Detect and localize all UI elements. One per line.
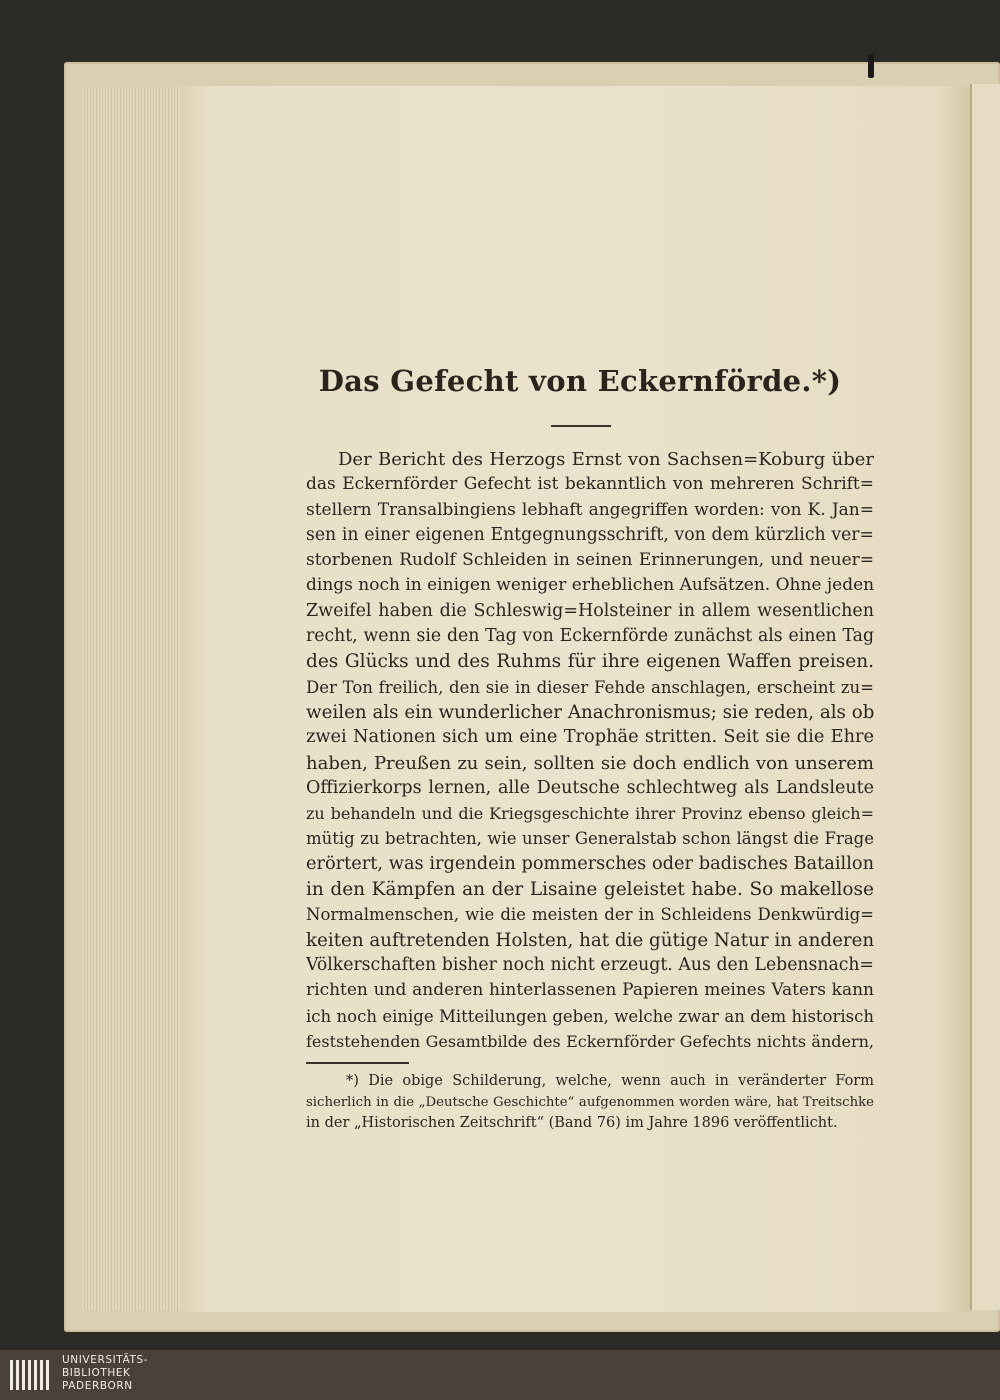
text-line: recht, wenn sie den Tag von Eckernförde zunächst als einen Tag bbox=[306, 626, 874, 647]
footnote-line: sicherlich in die „Deutsche Geschichte“ aufgenommen worden wäre, hat Treitschke bbox=[306, 1095, 874, 1110]
adjacent-page-edge bbox=[970, 84, 1000, 1310]
library-logo[interactable] bbox=[8, 1354, 178, 1396]
text-line: zu behandeln und die Kriegsgeschichte ihrer Provinz ebenso gleich= bbox=[306, 804, 874, 824]
text-line: richten und anderen hinterlassenen Papieren meines Vaters kann bbox=[306, 980, 874, 1001]
text-line: feststehenden Gesamtbilde des Eckernförder Gefechts nichts ändern, bbox=[306, 1031, 874, 1051]
logo-line: PADERBORN bbox=[62, 1380, 133, 1392]
text-line: haben, Preußen zu sein, sollten sie doch endlich von unserem bbox=[306, 752, 874, 774]
logo-line: BIBLIOTHEK bbox=[62, 1367, 131, 1379]
bookmark-ribbon bbox=[868, 54, 874, 78]
library-logo-icon bbox=[8, 1354, 56, 1396]
footnote-line: *) Die obige Schilderung, welche, wenn auch in veränderter Form bbox=[346, 1073, 874, 1089]
text-line: in den Kämpfen an der Lisaine geleistet habe. So makellose bbox=[306, 879, 874, 901]
text-line: stellern Transalbingiens lebhaft angegriffen worden: von K. Jan= bbox=[306, 499, 874, 520]
text-line: erörtert, was irgendein pommersches oder badisches Bataillon bbox=[306, 853, 874, 874]
text-line: Offizierkorps lernen, alle Deutsche schlechtweg als Landsleute bbox=[306, 777, 874, 798]
text-line: Normalmenschen, wie die meisten der in Schleidens Denkwürdig= bbox=[306, 905, 874, 925]
text-line: Völkerschaften bisher noch nicht erzeugt. Aus den Lebensnach= bbox=[306, 954, 874, 975]
title-rule bbox=[551, 425, 611, 427]
body-text bbox=[306, 447, 874, 1054]
footnote bbox=[306, 1071, 874, 1134]
text-line: Zweifel haben die Schleswig=Holsteiner in allem wesentlichen bbox=[306, 600, 874, 621]
text-line: keiten auftretenden Holsten, hat die gütige Natur in anderen bbox=[306, 929, 874, 951]
text-line: weilen als ein wunderlicher Anachronismus; sie reden, als ob bbox=[306, 701, 874, 723]
text-line: zwei Nationen sich um eine Trophäe stritten. Seit sie die Ehre bbox=[306, 727, 874, 748]
logo-line: UNIVERSITÄTS- bbox=[62, 1354, 149, 1366]
text-line: dings noch in einigen weniger erheblichen Aufsätzen. Ohne jeden bbox=[306, 575, 874, 596]
text-line: storbenen Rudolf Schleiden in seinen Erinnerungen, und neuer= bbox=[306, 550, 874, 571]
text-line: Der Bericht des Herzogs Ernst von Sachsen=Koburg über bbox=[338, 449, 874, 470]
text-line: sen in einer eigenen Entgegnungsschrift, von dem kürzlich ver= bbox=[306, 524, 874, 545]
text-line: das Eckernförder Gefecht ist bekanntlich von mehreren Schrift= bbox=[306, 474, 874, 495]
library-logo-text bbox=[62, 1354, 178, 1393]
text-line: des Glücks und des Ruhms für ihre eigenen Waffen preisen. bbox=[306, 651, 874, 673]
text-line: ich noch einige Mitteilungen geben, welche zwar an dem historisch bbox=[306, 1006, 874, 1026]
text-line: mütig zu betrachten, wie unser Generalstab schon längst die Frage bbox=[306, 829, 874, 849]
page-title: Das Gefecht von Eckernförde.*) bbox=[318, 364, 842, 398]
text-line: Der Ton freilich, den sie in dieser Fehde anschlagen, erscheint zu= bbox=[306, 677, 874, 697]
footnote-rule bbox=[306, 1062, 409, 1064]
page-block-edges bbox=[82, 88, 184, 1310]
footnote-line: in der „Historischen Zeitschrift“ (Band 76) im Jahre 1896 veröffentlicht. bbox=[306, 1115, 838, 1131]
